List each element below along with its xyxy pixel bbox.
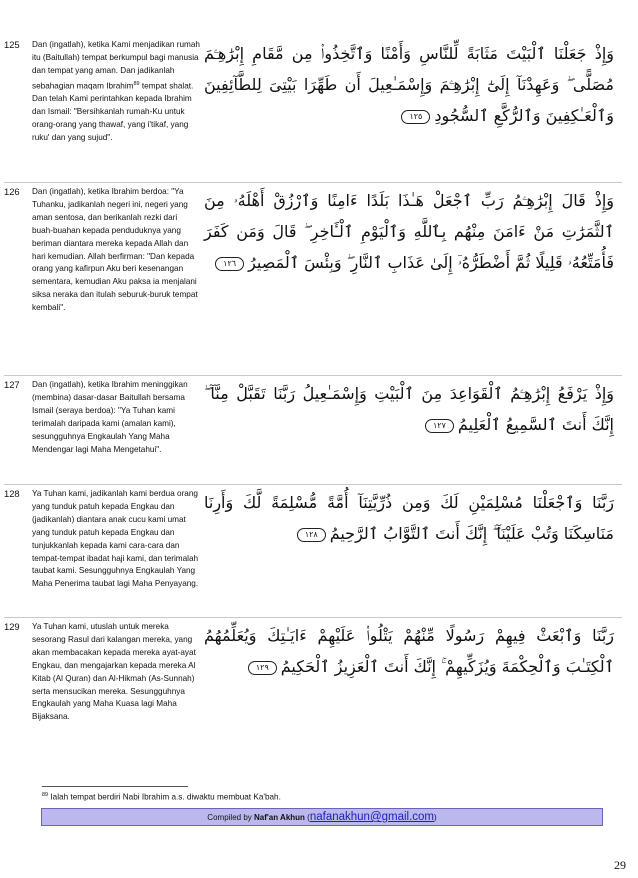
arabic-text: وَإِذْ يَرْفَعُ إِبْرَٰهِـۧمُ ٱلْقَوَاعِدَ مِنَ ٱلْبَيْتِ وَإِسْمَـٰعِيلُ رَبَّنَا تَقَبَّلْ مِنَّآ ۖ إِنَّكَ أَنتَ ٱلسَّمِيعُ ٱلْعَلِيمُ	[204, 384, 614, 434]
verse-number: 126	[4, 186, 20, 197]
verse-number: 129	[4, 621, 20, 632]
banner-author: Naf'an Akhun	[253, 813, 305, 822]
verse-arabic	[200, 618, 622, 748]
verse-arabic	[200, 36, 622, 182]
verse-translation	[30, 485, 200, 617]
verse-translation	[30, 183, 200, 375]
arabic-text: وَإِذْ جَعَلْنَا ٱلْبَيْتَ مَثَابَةً لِّلنَّاسِ وَأَمْنًا وَٱتَّخِذُوا۟ مِن مَّقَامِ إِبْرَٰهِـۧمَ مُصَلًّى ۖ وَعَهِدْنَآ إِلَىٰٓ إِبْرَٰهِـۧمَ وَإِسْمَـٰعِيلَ أَن طَهِّرَا بَيْتِىَ لِلطَّآئِفِينَ وَٱلْعَـٰكِفِينَ وَٱلرُّكَّعِ ٱلسُّجُودِ	[204, 44, 614, 125]
arabic-text: رَبَّنَا وَٱبْعَثْ فِيهِمْ رَسُولًا مِّنْهُمْ يَتْلُوا۟ عَلَيْهِمْ ءَايَـٰتِكَ وَيُعَلِّمُهُمُ ٱلْكِتَـٰبَ وَٱلْحِكْمَةَ وَيُزَكِّيهِمْ ۚ إِنَّكَ أَنتَ ٱلْعَزِيزُ ٱلْحَكِيمُ	[204, 626, 614, 676]
compiled-by-banner	[41, 808, 603, 826]
translation-text: Dan (ingatlah), ketika Ibrahim meninggikan (membina) dasar-dasar Baitullah bersama Ismail (seraya berdoa): "Ya Tuhan kami terimalah daripada kami (amalan kami), sesungguhnya Engkaulah Yang Maha Mendengar lagi Maha Mengetahui".	[32, 380, 188, 454]
arabic-text: رَبَّنَا وَٱجْعَلْنَا مُسْلِمَيْنِ لَكَ وَمِن ذُرِّيَّتِنَآ أُمَّةً مُّسْلِمَةً لَّكَ وَأَرِنَا مَنَاسِكَنَا وَتُبْ عَلَيْنَآ ۖ إِنَّكَ أَنتَ ٱلتَّوَّابُ ٱلرَّحِيمُ	[204, 493, 614, 543]
footnote	[42, 792, 281, 802]
verse-arabic	[200, 376, 622, 484]
footnote-marker[interactable]: 89	[133, 80, 140, 87]
translation-text: Ya Tuhan kami, jadikanlah kami berdua orang yang tunduk patuh kepada Engkau dan (jadikanlah) diantara anak cucu kami umat yang tunduk patuh kepada Engkau dan tunjukkanlah kepada kami cara-cara dan tempat-tempat ibadat haji kami, dan terimalah taubat kami. Sesungguhnya Engkaulah Yang Maha Penerima taubat lagi Maha Penyayang.	[32, 489, 199, 589]
banner-close-paren: )	[434, 813, 437, 822]
translation-text: Dan (ingatlah), ketika Kami menjadikan rumah itu (Baitullah) tempat berkumpul bagi manusia dan tempat yang aman. Dan jadikanlah sebahagian maqam Ibrahim	[32, 40, 200, 91]
ayah-end-mark: ١٢٨	[297, 528, 326, 542]
verse-translation	[30, 618, 200, 748]
verse-row	[4, 182, 622, 375]
verse-number: 128	[4, 488, 20, 499]
banner-open-paren: (	[304, 813, 310, 822]
arabic-text: وَإِذْ قَالَ إِبْرَٰهِـۧمُ رَبِّ ٱجْعَلْ هَـٰذَا بَلَدًا ءَامِنًا وَٱرْزُقْ أَهْلَهُۥ مِنَ ٱلثَّمَرَٰتِ مَنْ ءَامَنَ مِنْهُم بِٱللَّهِ وَٱلْيَوْمِ ٱلْـَٔاخِرِ ۖ قَالَ وَمَن كَفَرَ فَأُمَتِّعُهُۥ قَلِيلًا ثُمَّ أَضْطَرُّهُۥٓ إِلَىٰ عَذَابِ ٱلنَّارِ ۖ وَبِئْسَ ٱلْمَصِيرُ	[204, 191, 614, 272]
ayah-end-mark: ١٢٧	[425, 419, 454, 433]
verse-arabic	[200, 485, 622, 617]
footnote-number: 89	[42, 792, 49, 798]
verse-number: 125	[4, 39, 20, 50]
verse-arabic	[200, 183, 622, 375]
verse-row	[4, 484, 622, 617]
verse-list	[4, 36, 622, 748]
verse-row	[4, 36, 622, 182]
translation-text: tempat shalat. Dan telah Kami perintahkan kepada Ibrahim dan Ismail: "Bersihkanlah rumah-Ku untuk orang-orang yang thawaf, yang i'tikaf, yang ruku' dan yang sujud".	[32, 81, 194, 143]
ayah-end-mark: ١٢٦	[215, 257, 244, 271]
banner-prefix: Compiled by	[207, 813, 254, 822]
verse-translation	[30, 376, 200, 484]
ayah-end-mark: ١٢٩	[248, 661, 277, 675]
email-link[interactable]: nafanakhun@gmail.com	[309, 811, 435, 823]
verse-number: 127	[4, 379, 20, 390]
verse-row	[4, 617, 622, 748]
footnote-text: Ialah tempat berdiri Nabi Ibrahim a.s. diwaktu membuat Ka'bah.	[48, 792, 281, 802]
footnote-divider	[42, 786, 188, 787]
ayah-end-mark: ١٢٥	[401, 110, 430, 124]
translation-text: Ya Tuhan kami, utuslah untuk mereka sesorang Rasul dari kalangan mereka, yang akan membacakan kepada mereka ayat-ayat Engkau, dan mengajarkan kepada mereka Al Kitab (Al Quran) dan Al-Hikmah (As-Sunnah) serta mensucikan mereka. Sesungguhnya Engkaulah yang Maha Kuasa lagi Maha Bijaksana.	[32, 622, 196, 722]
page-number: 29	[614, 858, 626, 872]
verse-row	[4, 375, 622, 484]
verse-translation	[30, 36, 200, 182]
translation-text: Dan (ingatlah), ketika Ibrahim berdoa: "Ya Tuhanku, jadikanlah negeri ini, negeri yang aman sentosa, dan berikanlah rezki dari buah-buahan kepada penduduknya yang beriman diantara mereka kepada Allah dan hari kemudian. Allah berfirman: "Dan kepada orang yang kafirpun Aku beri kesenangan sementara, kemudian Aku paksa ia menjalani siksa neraka dan itulah seburuk-buruk tempat kembali".	[32, 187, 198, 313]
